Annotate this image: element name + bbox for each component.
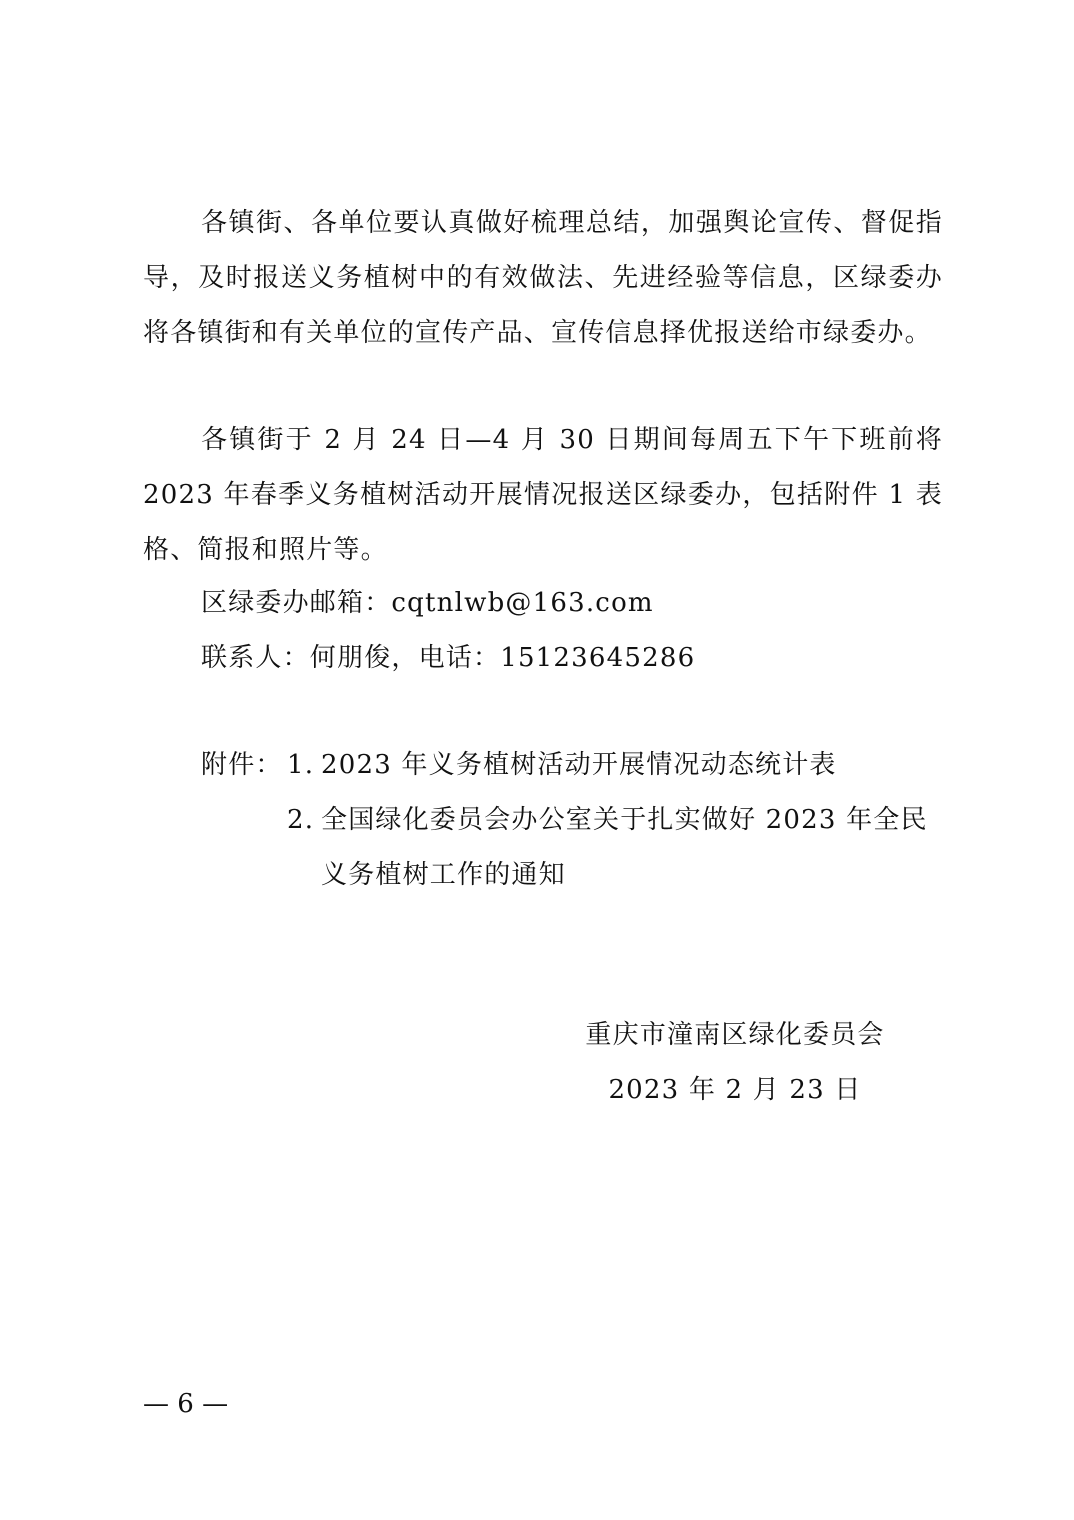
attachment-title: 2023 年义务植树活动开展情况动态统计表 [321,750,837,780]
email-line: 区绿委办邮箱：cqtnlwb@163.com [201,588,654,618]
attachment-item [287,738,943,793]
signature-organization: 重庆市潼南区绿化委员会 [585,1020,885,1050]
signature-block [560,1008,910,1118]
attachment-item [287,793,943,903]
attachment-row [201,793,943,903]
attachment-title: 全国绿化委员会办公室关于扎实做好 2023 年全民义务植树工作的通知 [321,805,928,890]
attachment-number: 1. [287,750,315,780]
attachment-number: 2. [287,805,315,835]
attachments-list [201,738,943,903]
signature-date: 2023 年 2 月 23 日 [608,1075,862,1105]
page-number: — 6 — [143,1389,229,1419]
attachment-row [201,738,943,793]
contact-line: 联系人：何朋俊，电话：15123645286 [201,643,696,673]
body-paragraph-summary: 各镇街、各单位要认真做好梳理总结，加强舆论宣传、督促指导，及时报送义务植树中的有效做法、先进经验等信息，区绿委办将各镇街和有关单位的宣传产品、宣传信息择优报送给市绿委办。 [143,208,943,348]
body-paragraph-reporting: 各镇街于 2 月 24 日—4 月 30 日期间每周五下午下班前将 2023 年春季义务植树活动开展情况报送区绿委办，包括附件 1 表格、简报和照片等。 [143,425,943,565]
attachments-label: 附件： [201,750,283,780]
